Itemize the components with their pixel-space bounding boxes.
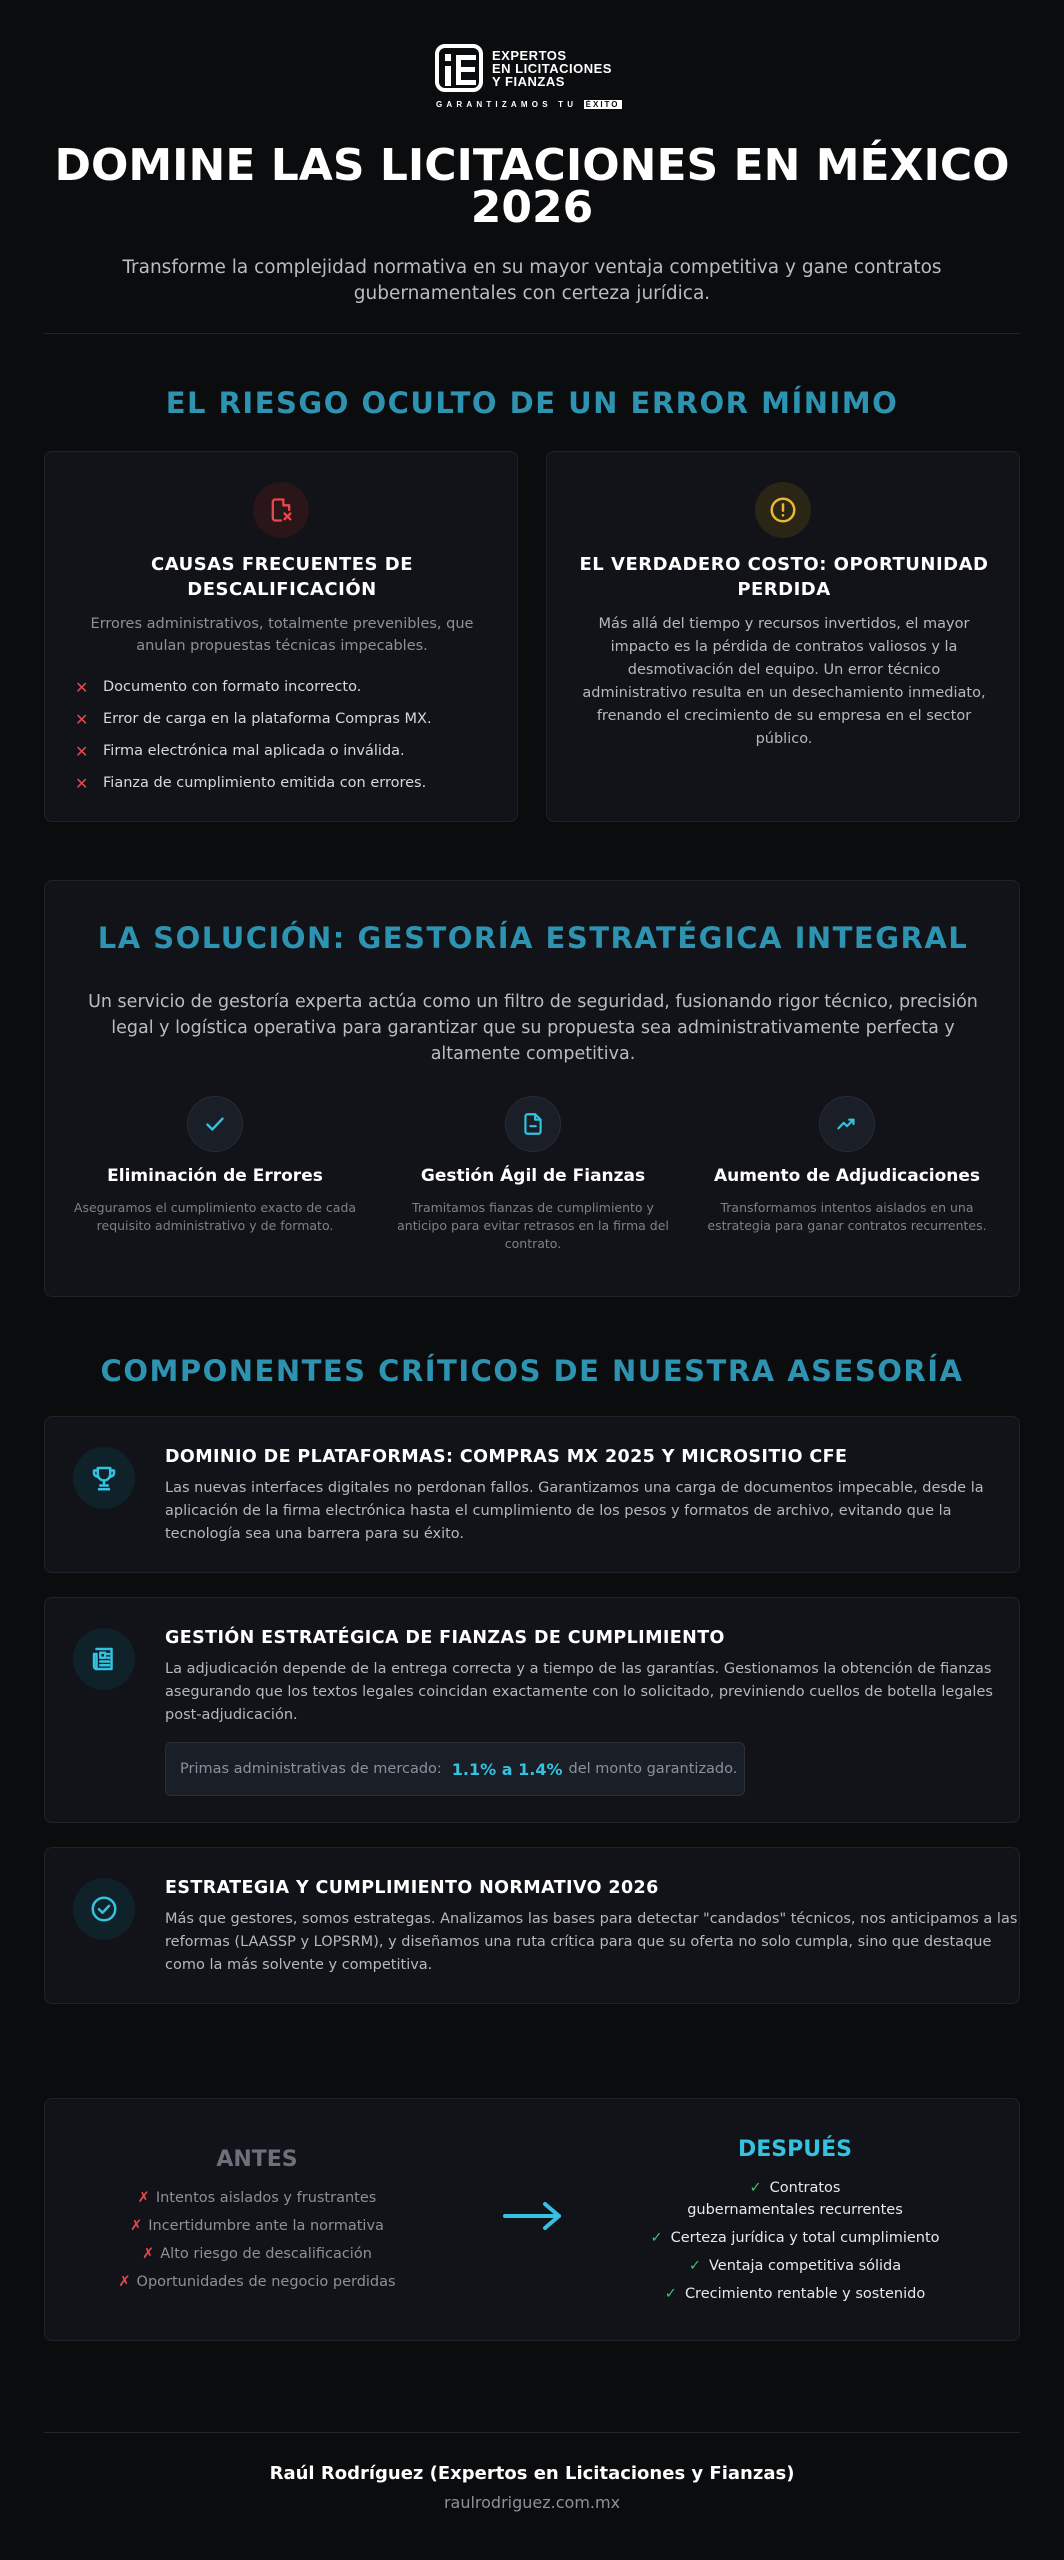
before-title: ANTES: [216, 2147, 298, 2172]
after-title: DESPUÉS: [738, 2137, 852, 2162]
component-body: Las nuevas interfaces digitales no perdonan fallos. Garantizamos una carga de documentos impecable, desde la aplicación de la firma electrónica hasta el cumplimiento de los pesos y formatos de archivo, evitando que la tecnología sea una barrera para su éxito.: [165, 1480, 984, 1542]
component-title: GESTIÓN ESTRATÉGICA DE FIANZAS DE CUMPLIMIENTO: [165, 1628, 725, 1648]
list-item: ✓ Certeza jurídica y total cumplimiento: [650, 2230, 940, 2246]
price-suffix: del monto garantizado.: [568, 1761, 738, 1777]
feature-title: Gestión Ágil de Fianzas: [420, 1166, 646, 1186]
logo-tagline: [436, 100, 622, 109]
list-item: ✓ Crecimiento rentable y sostenido: [664, 2286, 926, 2302]
newspaper-icon: [73, 1628, 135, 1690]
x-icon: ✕: [75, 677, 89, 697]
list-item: ✕ Documento con formato incorrecto.: [75, 677, 362, 697]
component-body: Más que gestores, somos estrategas. Analizamos las bases para detectar "candados" técnicos, nos anticipamos a las reformas (LAASSP y LOPSRM), y diseñamos una ruta crítica para que su oferta no solo cumpla, sino que destaque como la más solvente y competitiva.: [165, 1911, 1018, 1973]
logo-line-2: EN LICITACIONES: [492, 61, 612, 76]
risk-section-title: EL RIESGO OCULTO DE UN ERROR MÍNIMO: [165, 386, 899, 420]
logo-tagline-highlight: ÉXITO: [585, 100, 620, 109]
before-list: [87, 2187, 427, 2299]
list-item: ✗ Intentos aislados y frustrantes: [137, 2190, 377, 2206]
list-item: ✗ Oportunidades de negocio perdidas: [118, 2274, 396, 2290]
trophy-icon: [73, 1447, 135, 1509]
document-icon: [505, 1096, 561, 1152]
logo-line-1: EXPERTOS: [492, 48, 567, 63]
check-icon: ✓: [650, 2230, 663, 2246]
check-icon: [187, 1096, 243, 1152]
logo-line-3: Y FIANZAS: [492, 74, 565, 89]
cost-body: Más allá del tiempo y recursos invertidos, el mayor impacto es la pérdida de contratos valiosos y la desmotivación del equipo. Un error técnico administrativo resulta en un desechamiento inmediato, frenando el crecimiento de su empresa en el sector público.: [582, 616, 986, 747]
check-icon: ✓: [749, 2180, 762, 2196]
x-icon: ✕: [75, 709, 89, 729]
footer-name: Raúl Rodríguez (Expertos en Licitaciones y Fianzas): [269, 2463, 795, 2484]
causes-list: [75, 671, 495, 799]
after-list: [645, 2177, 945, 2311]
check-icon: ✓: [664, 2286, 677, 2302]
trending-up-icon: [819, 1096, 875, 1152]
footer-url-link[interactable]: raulrodriguez.com.mx: [443, 2493, 621, 2512]
feature-title: Eliminación de Errores: [107, 1166, 323, 1186]
feature-desc: Tramitamos fianzas de cumplimiento y anticipo para evitar retrasos en la firma del contrato.: [397, 1200, 669, 1251]
list-item: ✕ Error de carga en la plataforma Compras MX.: [75, 709, 432, 729]
check-circle-icon: [73, 1878, 135, 1940]
x-icon: ✗: [130, 2218, 143, 2234]
causes-subtitle: Errores administrativos, totalmente prevenibles, que anulan propuestas técnicas impecables.: [90, 616, 474, 654]
x-icon: ✗: [137, 2190, 150, 2206]
component-title: ESTRATEGIA Y CUMPLIMIENTO NORMATIVO 2026: [165, 1878, 659, 1898]
x-icon: ✗: [142, 2246, 155, 2262]
list-item: ✓ Contratos gubernamentales recurrentes: [687, 2180, 903, 2218]
list-item: ✗ Incertidumbre ante la normativa: [130, 2218, 384, 2234]
price-info-box: [165, 1742, 745, 1796]
list-item: ✕ Fianza de cumplimiento emitida con errores.: [75, 773, 427, 793]
component-card: [44, 1416, 1020, 1573]
divider: [44, 333, 1020, 334]
solution-card: [44, 880, 1020, 1297]
arrow-right-icon: [501, 2199, 565, 2237]
list-item: ✓ Ventaja competitiva sólida: [688, 2258, 902, 2274]
price-prefix: Primas administrativas de mercado:: [180, 1761, 442, 1777]
component-card: [44, 1847, 1020, 2004]
brand-logo[interactable]: [435, 44, 629, 116]
causes-title: CAUSAS FRECUENTES DE DESCALIFICACIÓN: [150, 554, 413, 600]
cost-title: EL VERDADERO COSTO: OPORTUNIDAD PERDIDA: [579, 554, 989, 600]
x-icon: ✗: [118, 2274, 131, 2290]
causes-card: [44, 451, 518, 822]
component-title: DOMINIO DE PLATAFORMAS: COMPRAS MX 2025 Y MICROSITIO CFE: [165, 1447, 848, 1467]
solution-body: Un servicio de gestoría experta actúa como un filtro de seguridad, fusionando rigor técnico, precisión legal y logística operativa para garantizar que su propuesta sea administrativamente perfecta y altamente competitiva.: [88, 992, 978, 1064]
alert-circle-icon: [755, 482, 811, 538]
feature-title: Aumento de Adjudicaciones: [713, 1166, 981, 1186]
hero-title: DOMINE LAS LICITACIONES EN MÉXICO 2026: [54, 140, 1010, 233]
divider: [44, 2432, 1020, 2433]
cost-card: [546, 451, 1020, 822]
solution-title: LA SOLUCIÓN: GESTORÍA ESTRATÉGICA INTEGRAL: [97, 921, 969, 955]
before-after-card: [44, 2098, 1020, 2341]
component-body: La adjudicación depende de la entrega correcta y a tiempo de las garantías. Gestionamos la obtención de fianzas asegurando que los textos legales coincidan exactamente con lo solicitado, previniendo cuellos de botella legales post-adjudicación.: [165, 1661, 993, 1723]
x-icon: ✕: [75, 773, 89, 793]
list-item: ✕ Firma electrónica mal aplicada o inválida.: [75, 741, 405, 761]
x-icon: ✕: [75, 741, 89, 761]
check-icon: ✓: [688, 2258, 701, 2274]
logo-mark-icon: [435, 44, 483, 92]
list-item: ✗ Alto riesgo de descalificación: [142, 2246, 372, 2262]
logo-tagline-text: GARANTIZAMOS TU: [436, 100, 578, 109]
component-card: [44, 1597, 1020, 1823]
feature-desc: Aseguramos el cumplimiento exacto de cada requisito administrativo y de formato.: [73, 1200, 357, 1233]
price-value: 1.1% a 1.4%: [451, 1759, 563, 1779]
file-error-icon: [253, 482, 309, 538]
logo-text: [492, 49, 612, 88]
components-section-title: COMPONENTES CRÍTICOS DE NUESTRA ASESORÍA: [100, 1354, 964, 1388]
feature-desc: Transformamos intentos aislados en una estrategia para ganar contratos recurrentes.: [707, 1200, 987, 1233]
hero-subtitle: Transforme la complejidad normativa en su mayor ventaja competitiva y gane contratos gubernamentales con certeza jurídica.: [122, 257, 942, 304]
